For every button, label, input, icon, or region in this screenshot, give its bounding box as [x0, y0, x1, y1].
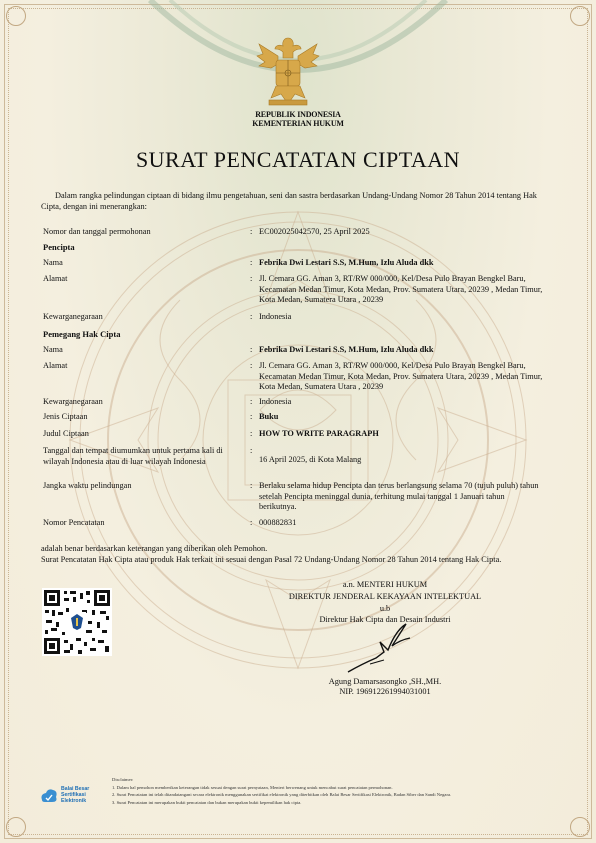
disclaimer-item: 1. Dalam hal pemohon memberikan keterangan tidak sesuai dengan surat pernyataan, Menteri berwenang untuk mencabut surat pencatatan permohonan. [112, 784, 393, 790]
work-type-value: Buku [259, 412, 279, 421]
garuda-crest-icon [255, 34, 321, 110]
corner-ornament [6, 6, 26, 26]
holder-address-label: Alamat [43, 361, 68, 370]
disclaimer-notes [112, 776, 562, 806]
bsre-line-2: Sertifikasi [61, 792, 86, 798]
disclaimer-item: 2. Surat Pencatatan ini telah ditandatangani secara elektronik menggunakan sertifikat elektronik yang diterbitkan oleh Balai Besar Sertifikasi Elektronik, Badan Siber dan Sandi Negara. [112, 792, 452, 797]
qr-code-icon[interactable] [42, 588, 112, 656]
protection-period-value: Berlaku selama hidup Pencipta dan terus berlangsung selama 70 (tujuh puluh) tahun setelah Pencipta meninggal dunia, terhitung mulai tanggal 1 Januari tahun berikutnya. [259, 481, 539, 511]
holder-heading: Pemegang Hak Cipta [43, 329, 121, 339]
work-type-label: Jenis Ciptaan [43, 412, 88, 421]
bsre-line-3: Elektronik [61, 798, 87, 804]
publication-label: Tanggal dan tempat diumumkan untuk pertama kali di wilayah Indonesia atau di luar wilayah Indonesia [43, 446, 223, 466]
creator-address-value: Jl. Cemara GG. Aman 3, RT/RW 000/000, Kel/Desa Pulo Brayan Bengkel Baru, Kecamatan Medan Timur, Kota Medan, Prov. Sumatera Utara, 20239 , Medan Timur, Kota Medan, Sumatera Utara , 20239 [259, 274, 543, 304]
corner-ornament [6, 817, 26, 837]
record-number-label: Nomor Pencatatan [43, 518, 105, 527]
signatory-name: Agung Damarsasongko ,SH.,MH. [328, 677, 442, 686]
signature-line-1: a.n. MENTERI HUKUM [342, 580, 428, 589]
holder-nationality-label: Kewarganegaraan [43, 397, 103, 406]
bsre-logo [40, 786, 100, 806]
creator-name-label: Nama [43, 258, 63, 267]
creator-nationality-label: Kewarganegaraan [43, 312, 103, 321]
holder-name-value: Febrika Dwi Lestari S.S, M.Hum, Izlu Aluda dkk [259, 345, 434, 354]
application-value: EC002025042570, 25 April 2025 [259, 227, 370, 236]
holder-address-value: Jl. Cemara GG. Aman 3, RT/RW 000/000, Kel/Desa Pulo Brayan Bengkel Baru, Kecamatan Medan Timur, Kota Medan, Prov. Sumatera Utara, 20239 , Medan Timur, Kota Medan, Sumatera Utara , 20239 [259, 361, 543, 391]
publication-value: 16 April 2025, di Kota Malang [259, 455, 362, 464]
creator-address-label: Alamat [43, 274, 68, 283]
corner-ornament [570, 6, 590, 26]
document-title: SURAT PENCATATAN CIPTAAN [135, 147, 461, 172]
closing-statement [41, 544, 551, 565]
signatory-nip: NIP. 196912261994031001 [339, 687, 431, 696]
intro-paragraph: Dalam rangka pelindungan ciptaan di bidang ilmu pengetahuan, seni dan sastra berdasarkan Undang-Undang Nomor 28 Tahun 2014 tentang Hak Cipta, dengan ini menerangkan: [41, 191, 537, 211]
country-name: REPUBLIK INDONESIA [255, 110, 341, 119]
signature-line-2: DIREKTUR JENDERAL KEKAYAAN INTELEKTUAL [288, 592, 482, 601]
holder-nationality-value: Indonesia [259, 397, 292, 406]
disclaimer-item: 3. Surat Pencatatan ini merupakan bukti pencatatan dan bukan merupakan bukti kepemilikan hak cipta. [112, 799, 302, 805]
signature-line-4: Direktur Hak Cipta dan Desain Industri [319, 615, 451, 624]
work-title-value: HOW TO WRITE PARAGRAPH [259, 429, 379, 438]
bsre-line-1: Balai Besar [61, 786, 90, 792]
corner-ornament [570, 817, 590, 837]
creator-heading: Pencipta [43, 242, 75, 252]
work-title-label: Judul Ciptaan [43, 429, 89, 438]
creator-name-value: Febrika Dwi Lestari S.S, M.Hum, Izlu Aluda dkk [259, 258, 434, 267]
application-label: Nomor dan tanggal permohonan [43, 227, 151, 236]
handwritten-signature-icon [340, 620, 460, 680]
certificate-page: REPUBLIK INDONESIA KEMENTERIAN HUKUM SURAT PENCATATAN CIPTAAN Dalam rangka pelindungan ciptaan di bidang ilmu pengetahuan, seni dan sastra berdasarkan Undang-Undang Nomor 28 Tahun 2014 tentang Hak Cipta, dengan ini menerangkan: Nomor dan tanggal permohonan : EC002025042570, 25 April 2025 Pencipta Nama : Febrika Dwi Lestari S.S, M.Hum, Izlu Aluda dkk Alamat : Jl. Cemara GG. Aman 3, RT/RW 000/000, Kel/Desa Pulo Brayan Bengkel Baru, Kecamatan Medan Timur, Kota Medan, Prov. Sumatera Utara, 20239 , Medan Timur, Kota Medan, Sumatera Utara , 20239 Kewarganegaraan : Indonesia Pemegang Hak Cipta Nama : Febrika Dwi Lestari S.S, M.Hum, Izlu Aluda dkk Alamat : Jl. Cemara GG. Aman 3, RT/RW 000/000, Kel/Desa Pulo Brayan Bengkel Baru, Kecamatan Medan Timur, Kota Medan, Prov. Sumatera Utara, 20239 , Medan Timur, Kota Medan, Sumatera Utara , 20239 Kewarganegaraan : Indonesia Jenis Ciptaan : Buku Judul Ciptaan : HOW TO WRITE PARAGRAPH Tanggal dan tempat diumumkan untuk pertama kali di wilayah Indonesia atau di luar wilayah Indonesia : 16 April 2025, di Kota Malang Jangka waktu pelindungan : Berlaku selama hidup Pencipta dan terus berlangsung selama 70 (tujuh puluh) tahun setelah Pencipta meninggal dunia, terhitung mulai tanggal 1 Januari tahun berikutnya. Nomor Pencatatan : 000882831 adalah benar berdasarkan keterangan yang diberikan oleh Pemohon. Surat Pencatatan Hak Cipta atau produk Hak terkait ini sesuai dengan Pasal 72 Undang-Undang Nomor 28 Tahun 2014 tentang Hak Cipta. a.n. MENTERI HUKUM DIREKTUR JENDERAL KEKAYAAN INTELEKTUAL u.b Direktur Hak Cipta dan Desain Industri Agung Damarsasongko ,SH.,MH. NIP. 196912261994031001 Balai Besar Sertifikasi Elektronik Disclaimer: 1. Dalam hal pemohon memberikan keterangan tidak sesuai dengan surat pernyataan, Menteri berwenang untuk mencabut surat pencatatan permohonan. 2. Surat Pencatatan ini telah ditandatangani secara elektronik menggunakan sertifikat elektronik yang diterbitkan oleh Balai Besar Sertifikasi Elektronik, Badan Siber dan Sandi Negara. 3. Surat Pencatatan ini merupakan bukti pencatatan dan bukan merupakan bukti kepemilikan hak cipta. [0, 0, 596, 843]
disclaimer-heading: Disclaimer: [112, 777, 134, 782]
record-number-value: 000882831 [259, 518, 297, 527]
closing-line-2: Surat Pencatatan Hak Cipta atau produk Hak terkait ini sesuai dengan Pasal 72 Undang-Undang Nomor 28 Tahun 2014 tentang Hak Cipta. [41, 554, 502, 564]
signature-line-3: u.b [379, 604, 391, 613]
creator-nationality-value: Indonesia [259, 312, 292, 321]
protection-period-label: Jangka waktu pelindungan [43, 481, 132, 490]
ministry-name: KEMENTERIAN HUKUM [252, 119, 344, 128]
closing-line-1: adalah benar berdasarkan keterangan yang diberikan oleh Pemohon. [41, 544, 268, 553]
holder-name-label: Nama [43, 345, 63, 354]
bsre-logo-icon [40, 788, 58, 804]
